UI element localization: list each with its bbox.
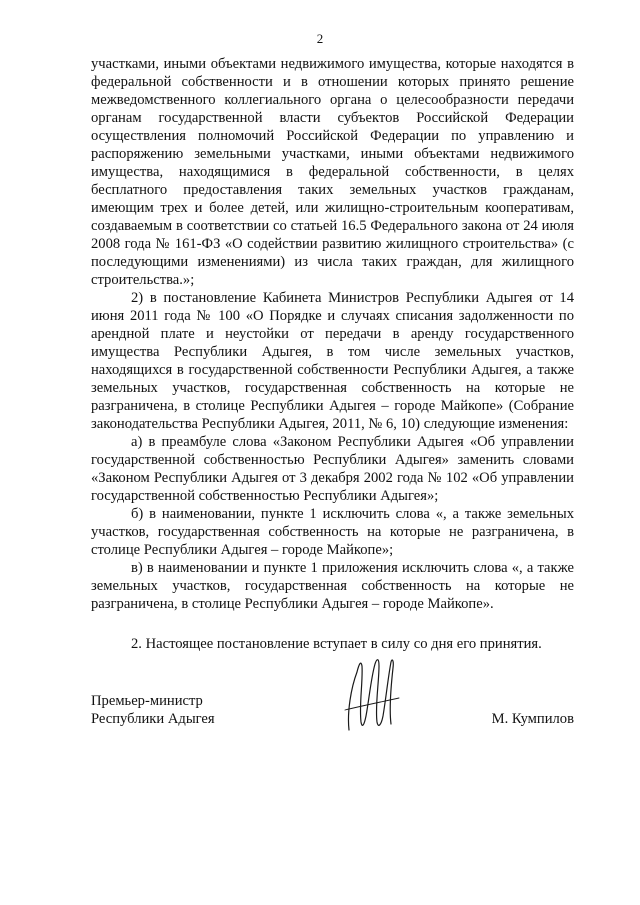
page-number: 2	[316, 31, 324, 46]
signature-block	[91, 692, 574, 742]
signatory-name: М. Кумпилов	[491, 711, 574, 727]
signatory-title-line-1: Премьер-министр	[91, 693, 203, 709]
handwritten-signature	[341, 652, 401, 740]
paragraph-effective-date: 2. Настоящее постановление вступает в силу со дня его принятия.	[131, 636, 542, 652]
signatory-title	[91, 692, 215, 728]
paragraph-subitem-a: а) в преамбуле слова «Законом Республики Адыгея «Об управлении государственной собственностью Республики Адыгея» заменить словами «Законом Республики Адыгея от 3 декабря 2002 года № 102 «Об управлении государственной собственностью Республики Адыгея»;	[91, 434, 574, 504]
paragraph-subitem-b: б) в наименовании, пункте 1 исключить слова «, а также земельных участков, государственная собственность на которые не разграничена, в столице Республики Адыгея – городе Майкопе»;	[91, 506, 574, 558]
signatory-title-line-2: Республики Адыгея	[91, 711, 215, 727]
paragraph-subitem-v: в) в наименовании и пункте 1 приложения исключить слова «, а также земельных участков, государственная собственность на которые не разграничена, в столице Республики Адыгея – городе Майкопе».	[91, 560, 574, 612]
paragraph-continuation: участками, иными объектами недвижимого имущества, которые находятся в федеральной собственности и в отношении которых принято решение межведомственного коллегиального органа о целесообразности передачи органам государственной власти субъектов Российской Федерации осуществления полномочий Российской Федерации по управлению и распоряжению земельными участками, иными объектами недвижимого имущества, находящимися в федеральной собственности, в целях бесплатного предоставления таких земельных участков гражданам, имеющим трех и более детей, или жилищно-строительным кооперативам, создаваемым в соответствии со статьей 16.5 Федерального закона от 24 июля 2008 года № 161-ФЗ «О содействии развитию жилищного строительства» (с последующими изменениями) из числа таких граждан, для жилищного строительства.»;	[91, 56, 574, 288]
paragraph-item-2: 2) в постановление Кабинета Министров Республики Адыгея от 14 июня 2011 года № 100 «О Порядке и случаях списания задолженности по арендной плате и неустойки от передачи в аренду государственного имущества Республики Адыгея, в том числе земельных участков, находящихся в государственной собственности Республики Адыгея, а также земельных участков, государственная собственность на которые не разграничена, в столице Республики Адыгея – городе Майкопе» (Собрание законодательства Республики Адыгея, 2011, № 6, 10) следующие изменения:	[91, 290, 574, 432]
